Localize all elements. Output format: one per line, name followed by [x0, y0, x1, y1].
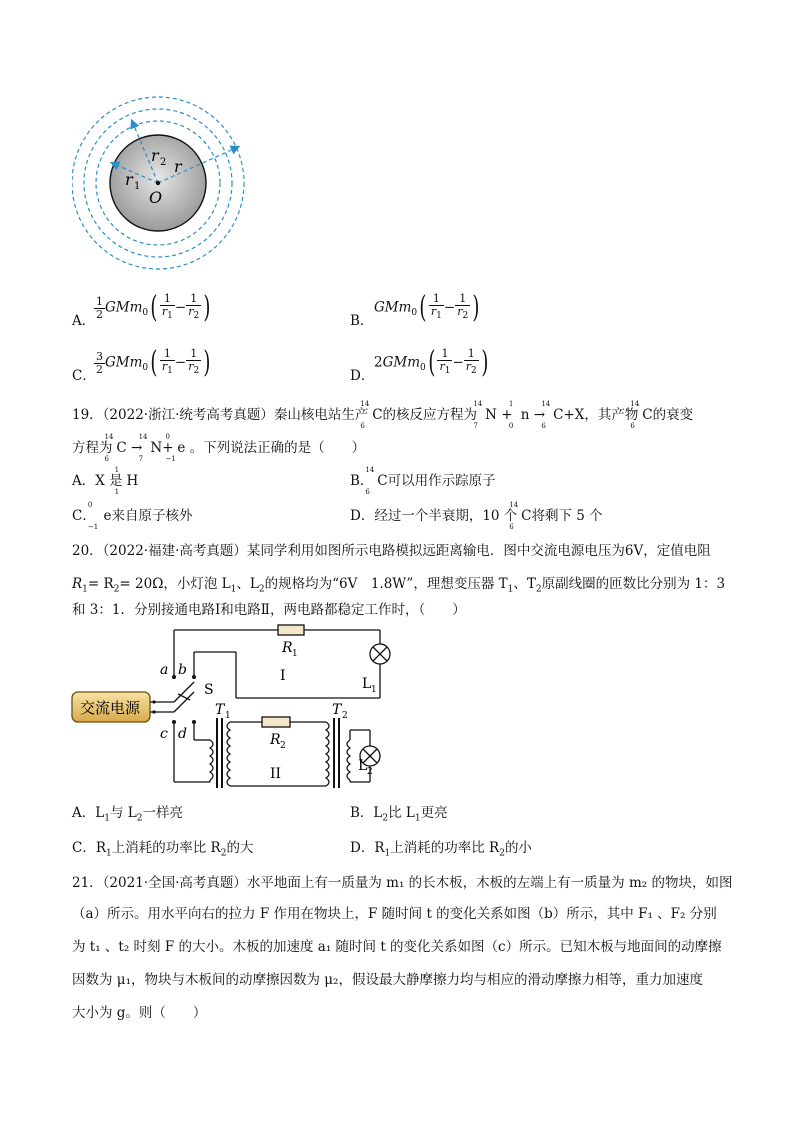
svg-text:2: 2 — [280, 741, 286, 751]
svg-text:R: R — [270, 732, 281, 748]
svg-text:R: R — [282, 640, 293, 656]
q20-stem-line1: 20．（2022·福建·高考真题）某同学利用如图所示电路模拟远距离输电．图中交流电源电压为6V，定值电阻 — [72, 543, 711, 559]
svg-text:1: 1 — [134, 181, 141, 192]
source-label: 交流电源 — [80, 699, 141, 717]
svg-text:1: 1 — [225, 711, 231, 721]
svg-text:a: a — [160, 662, 169, 678]
svg-text:b: b — [178, 662, 187, 678]
q20-stem-line3: 和 3：1．分别接通电路Ⅰ和电路Ⅱ，两电路都稳定工作时，（ ） — [72, 602, 466, 618]
q19-option-b[interactable]: B． 14 6 C可以用作示踪原子 — [350, 465, 496, 496]
svg-text:L: L — [358, 758, 368, 774]
circuit-diagram — [70, 622, 400, 790]
q21-stem-line4: 因数为 μ₁，物块与木板间的动摩擦因数为 μ₂，假设最大静摩擦力均与相应的滑动摩擦力相等，重力加速度 — [72, 972, 703, 988]
q19-option-a[interactable]: A．X 是 1 1 H — [72, 465, 139, 496]
svg-text:L: L — [362, 676, 372, 692]
q21-stem-line1: 21．（2021·全国·高考真题）水平地面上有一质量为 m₁ 的长木板，木板的左端上有一质量为 m₂ 的物块，如图 — [72, 875, 733, 891]
svg-text:2: 2 — [342, 711, 348, 721]
svg-text:T: T — [332, 702, 342, 718]
q19-option-d[interactable]: D．经过一个半衰期，10 个 14 6 C将剩下 5 个 — [350, 500, 603, 531]
planet-orbit-figure — [72, 85, 252, 285]
q21-stem-line3: 为 t₁ 、t₂ 时刻 F 的大小。木板的加速度 a₁ 随时间 t 的变化关系如图（c）所示。已知木板与地面间的动摩擦 — [72, 939, 722, 955]
q19-stem-line2: 方程为 14 6 C → 14 7 N+ 0 −1 e 。下列说法正确的是（ ） — [72, 432, 366, 463]
svg-text:1: 1 — [371, 685, 377, 695]
label-O: O — [149, 188, 163, 207]
q19-option-c[interactable]: C． 0 −1 e来自原子核外 — [72, 500, 193, 531]
q19-stem-line1: 19．（2022·浙江·统考高考真题）秦山核电站生产 14 6 C的核反应方程为 14 7 N + 1 0 n → 14 6 C+X，其产物 14 6 C的衰变 — [72, 399, 694, 430]
label-r2: r — [151, 146, 159, 165]
q21-stem-line2: （a）所示。用水平向右的拉力 F 作用在物块上，F 随时间 t 的变化关系如图（b）所示，其中 F₁ 、F₂ 分别 — [72, 906, 717, 922]
label-r1: r — [125, 170, 133, 189]
circuit-I-label: I — [280, 668, 286, 684]
svg-text:S: S — [204, 682, 214, 698]
svg-text:2: 2 — [160, 157, 167, 168]
svg-text:d: d — [178, 726, 187, 742]
svg-text:2: 2 — [367, 767, 373, 777]
q21-stem-line5: 大小为 g。则（ ） — [72, 1005, 207, 1021]
label-r: r — [174, 157, 182, 176]
q20-option-d[interactable]: D．$R_1$上消耗的功率比 $R_2$的小 — [350, 840, 532, 859]
circuit-II-label: II — [270, 766, 282, 782]
q20-stem-line2: $R_1= R_2= 20\Omega$，小灯泡 $L_1$、$L_2$的规格均为“6V 1.8W”，理想变压器 $T_1$、$T_2$原副线圈的匝数比分别为 1：3 — [72, 576, 726, 595]
svg-text:c: c — [160, 726, 168, 742]
svg-text:1: 1 — [292, 649, 298, 659]
svg-text:T: T — [215, 702, 225, 718]
q20-option-c[interactable]: C．$R_1$上消耗的功率比 $R_2$的大 — [72, 840, 254, 859]
q20-option-b[interactable]: B．$L_2$比 $L_1$更亮 — [350, 805, 448, 824]
q20-option-a[interactable]: A．$L_1$与 $L_2$一样亮 — [72, 805, 183, 824]
